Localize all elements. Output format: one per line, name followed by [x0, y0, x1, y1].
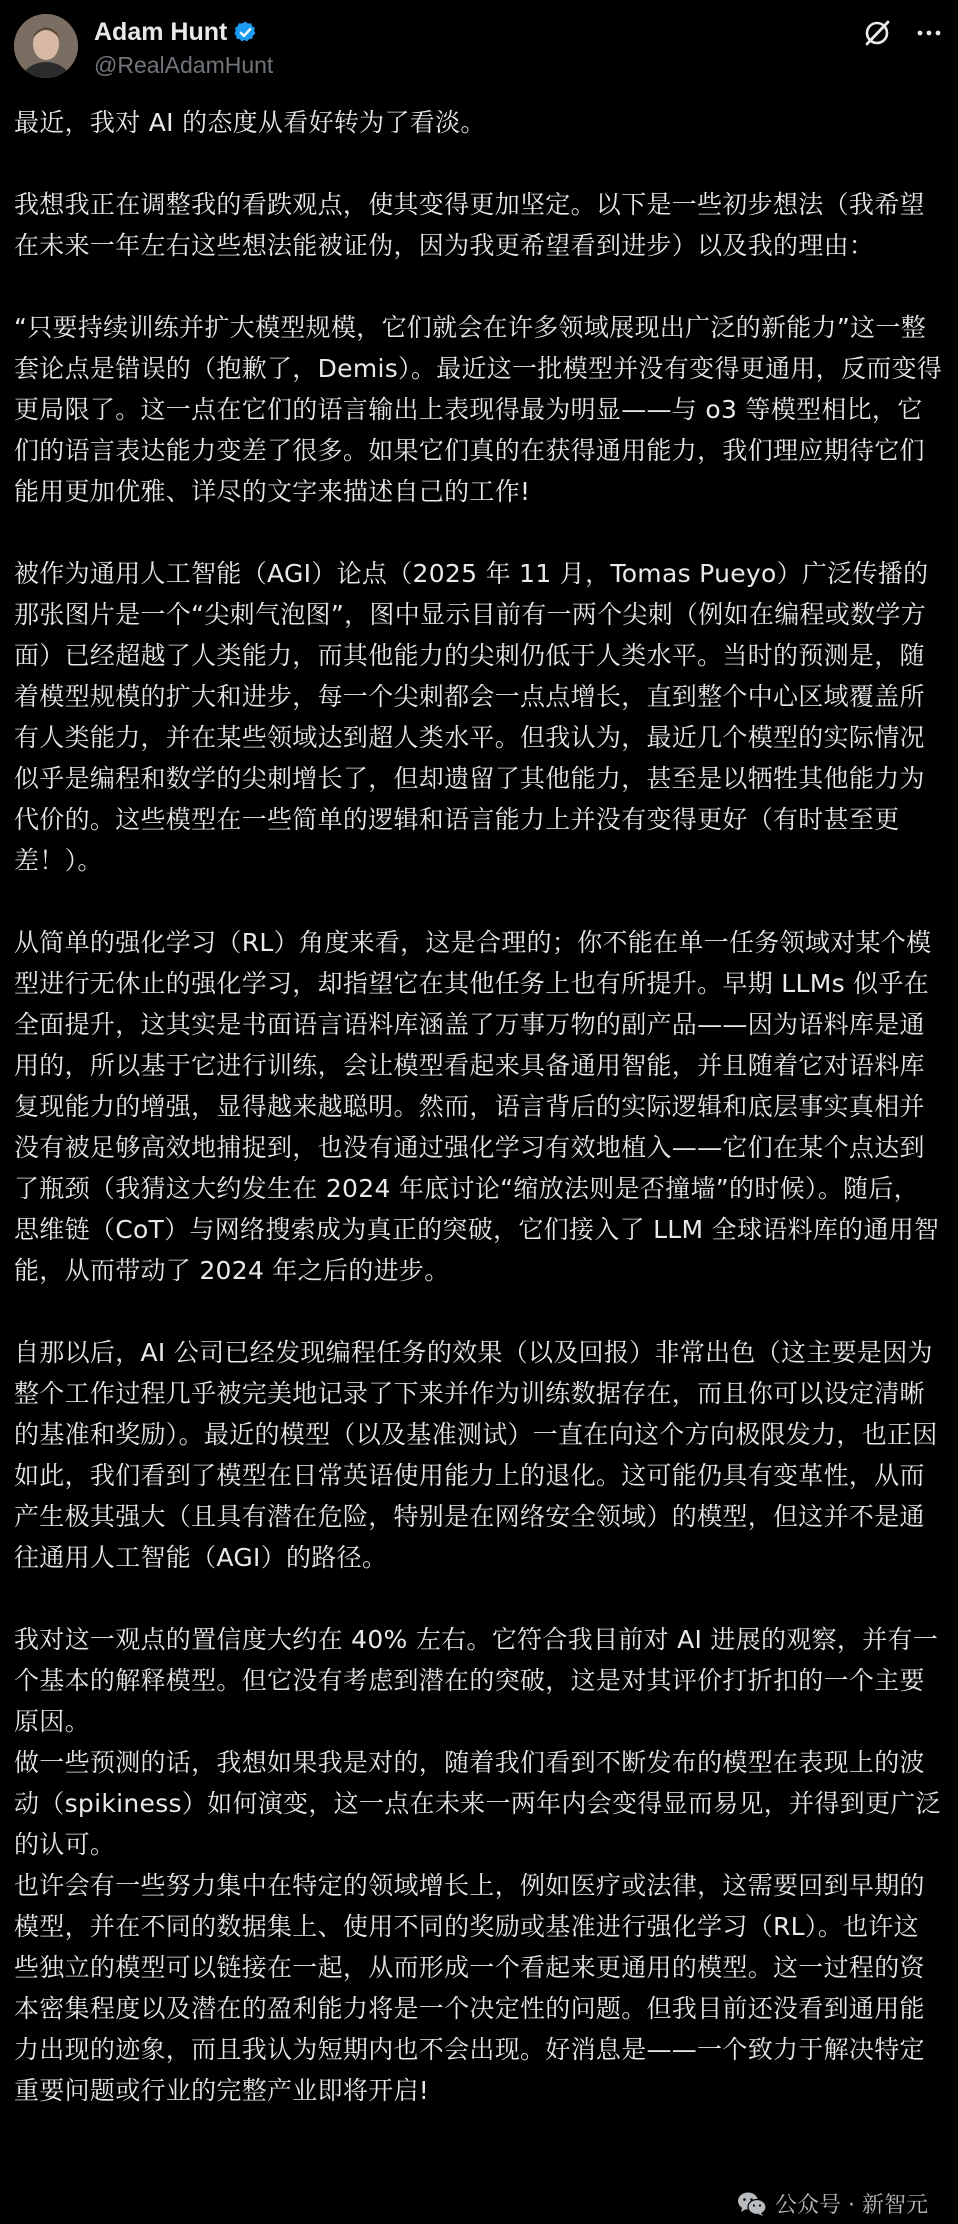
post-paragraph-6: 自那以后，AI 公司已经发现编程任务的效果（以及回报）非常出色（这主要是因为整个工作过程几乎被完美地记录了下来并作为训练数据存在，而且你可以设定清晰的基准和奖励）。最近的模型（以及基准测试）一直在向这个方向极限发力，也正因如此，我们看到了模型在日常英语使用能力上的退化。这可能仍具有变革性，从而产生极其强大（且具有潜在危险，特别是在网络安全领域）的模型，但这并不是通往通用人工智能（AGI）的路径。 — [14, 1338, 938, 1572]
more-options-icon[interactable] — [914, 18, 944, 48]
post-body — [14, 102, 944, 2111]
post-paragraph-8: 做一些预测的话，我想如果我是对的，随着我们看到不断发布的模型在表现上的波动（spikiness）如何演变，这一点在未来一两年内会变得显而易见，并得到更广泛的认可。 — [14, 1748, 941, 1859]
post-paragraph-5: 从简单的强化学习（RL）角度来看，这是合理的；你不能在单一任务领域对某个模型进行无休止的强化学习，却指望它在其他任务上也有所提升。早期 LLMs 似乎在全面提升，这其实是书面语言语料库涵盖了万事万物的副产品——因为语料库是通用的，所以基于它进行训练，会让模型看起来具备通用智能，并且随着它对语料库复现能力的增强，显得越来越聪明。然而，语言背后的实际逻辑和底层事实真相并没有被足够高效地捕捉到，也没有通过强化学习有效地植入——它们在某个点达到了瓶颈（我猜这大约发生在 2024 年底讨论“缩放法则是否撞墙”的时候）。随后，思维链（CoT）与网络搜索成为真正的突破，它们接入了 LLM 全球语料库的通用智能，从而带动了 2024 年之后的进步。 — [14, 928, 940, 1285]
wechat-icon — [737, 2191, 767, 2217]
post-paragraph-1: 最近，我对 AI 的态度从看好转为了看淡。 — [14, 108, 486, 137]
author-info — [94, 16, 273, 79]
watermark — [737, 2188, 928, 2219]
post-paragraph-2: 我想我正在调整我的看跌观点，使其变得更加坚定。以下是一些初步想法（我希望在未来一年左右这些想法能被证伪，因为我更希望看到进步）以及我的理由： — [14, 190, 925, 260]
author-display-name[interactable]: Adam Hunt — [94, 17, 228, 46]
post-paragraph-4: 被作为通用人工智能（AGI）论点（2025 年 11 月，Tomas Pueyo）广泛传播的那张图片是一个“尖刺气泡图”，图中显示目前有一两个尖刺（例如在编程或数学方面）已经超越了人类能力，而其他能力的尖刺仍低于人类水平。当时的预测是，随着模型规模的扩大和进步，每一个尖刺都会一点点增长，直到整个中心区域覆盖所有人类能力，并在某些领域达到超人类水平。但我认为，最近几个模型的实际情况似乎是编程和数学的尖刺增长了，但却遗留了其他能力，甚至是以牺牲其他能力为代价的。这些模型在一些简单的逻辑和语言能力上并没有变得更好（有时甚至更差！）。 — [14, 559, 929, 875]
post-paragraph-9: 也许会有一些努力集中在特定的领域增长上，例如医疗或法律，这需要回到早期的模型，并在不同的数据集上、使用不同的奖励或基准进行强化学习（RL）。也许这些独立的模型可以链接在一起，从而形成一个看起来更通用的模型。这一过程的资本密集程度以及潜在的盈利能力将是一个决定性的问题。但我目前还没看到通用能力出现的迹象，而且我认为短期内也不会出现。好消息是——一个致力于解决特定重要问题或行业的完整产业即将开启! — [14, 1871, 925, 2105]
verified-badge-icon — [233, 20, 258, 45]
author-handle[interactable]: @RealAdamHunt — [94, 52, 274, 78]
avatar[interactable] — [14, 14, 78, 78]
post-paragraph-7: 我对这一观点的置信度大约在 40% 左右。它符合我目前对 AI 进展的观察，并有一个基本的解释模型。但它没有考虑到潜在的突破，这是对其评价打折扣的一个主要原因。 — [14, 1625, 939, 1736]
grok-icon[interactable] — [862, 18, 892, 48]
post-paragraph-3: “只要持续训练并扩大模型规模，它们就会在许多领域展现出广泛的新能力”这一整套论点是错误的（抱歉了，Demis）。最近这一批模型并没有变得更通用，反而变得更局限了。这一点在它们的语言输出上表现得最为明显——与 o3 等模型相比，它们的语言表达能力变差了很多。如果它们真的在获得通用能力，我们理应期待它们能用更加优雅、详尽的文字来描述自己的工作! — [14, 313, 943, 506]
avatar-image — [14, 14, 78, 78]
watermark-text: 公众号 · 新智元 — [775, 2193, 928, 2218]
post-header — [14, 14, 944, 84]
